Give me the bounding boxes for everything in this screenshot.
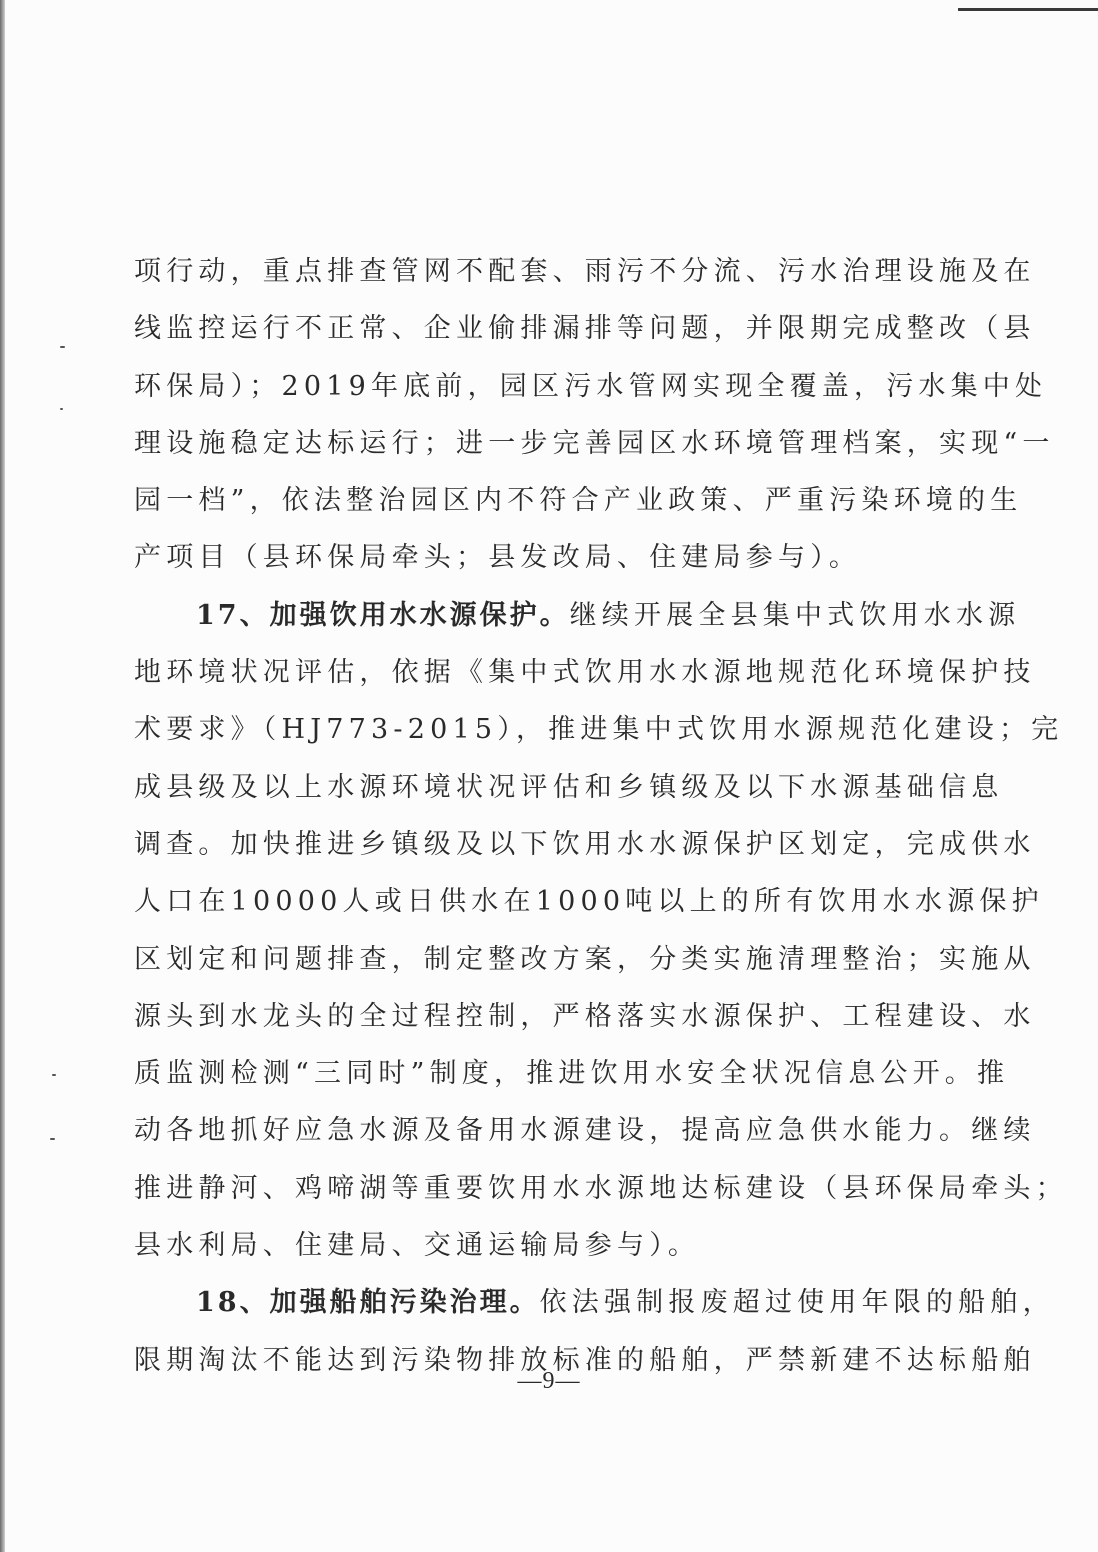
text-line: 园一档”，依法整治园区内不符合产业政策、严重污染环境的生 xyxy=(134,485,1023,517)
text-line: 地环境状况评估，依据《集中式饮用水水源地规范化环境保护技 xyxy=(134,657,1036,689)
section-17-first-line-text: 继续开展全县集中式饮用水水源 xyxy=(569,599,1021,631)
text-line: 项行动，重点排查管网不配套、雨污不分流、污水治理设施及在 xyxy=(134,256,1036,287)
scan-top-rule xyxy=(958,8,1098,11)
scan-speck xyxy=(60,346,65,348)
scan-speck xyxy=(50,1138,55,1140)
text-line: 源头到水龙头的全过程控制，严格落实水源保护、工程建设、水 xyxy=(134,1000,1036,1032)
text-line: 产项目（县环保局牵头；县发改局、住建局参与）。 xyxy=(134,542,862,574)
section-18-heading: 18、加强船舶污染治理。 xyxy=(196,1287,540,1319)
body-text xyxy=(134,243,1068,1389)
text-line: 成县级及以上水源环境状况评估和乡镇级及以下水源基础信息 xyxy=(134,771,1004,803)
page-number: —9— xyxy=(517,1368,581,1394)
text-line: 线监控运行不正常、企业偷排漏排等问题，并限期完成整改（县 xyxy=(134,313,1036,345)
text-line: 动各地抓好应急水源及备用水源建设，提高应急供水能力。继续 xyxy=(134,1115,1036,1147)
section-18-first-line xyxy=(134,1274,1055,1331)
section-17-heading: 17、加强饮用水水源保护。 xyxy=(196,599,570,631)
text-line: 理设施稳定达标运行；进一步完善园区水环境管理档案，实现“一 xyxy=(134,427,1055,459)
text-line: 县水利局、住建局、交通运输局参与）。 xyxy=(134,1230,701,1262)
section-18-first-line-text: 依法强制报废超过使用年限的船舶， xyxy=(539,1287,1055,1319)
text-line: 环保局）；2019年底前，园区污水管网实现全覆盖，污水集中处 xyxy=(134,370,1048,402)
text-line: 术要求》（HJ773-2015），推进集中式饮用水源规范化建设；完 xyxy=(134,714,1064,746)
text-line: 调查。加快推进乡镇级及以下饮用水水源保护区划定，完成供水 xyxy=(134,828,1036,860)
text-line: 人口在10000人或日供水在1000吨以上的所有饮用水水源保护 xyxy=(134,886,1044,918)
text-line: 区划定和问题排查，制定整改方案，分类实施清理整治；实施从 xyxy=(134,943,1036,975)
scan-left-edge xyxy=(0,0,5,1552)
text-line: 限期淘汰不能达到污染物排放标准的船舶，严禁新建不达标船舶 xyxy=(134,1344,1036,1376)
text-line: 质监测检测“三同时”制度，推进饮用水安全状况信息公开。推 xyxy=(134,1058,1010,1090)
text-line: 推进静河、鸡啼湖等重要饮用水水源地达标建设（县环保局牵头； xyxy=(134,1172,1068,1204)
scan-speck xyxy=(52,1074,56,1076)
section-17-first-line xyxy=(134,587,1021,644)
scan-speck xyxy=(60,408,63,410)
